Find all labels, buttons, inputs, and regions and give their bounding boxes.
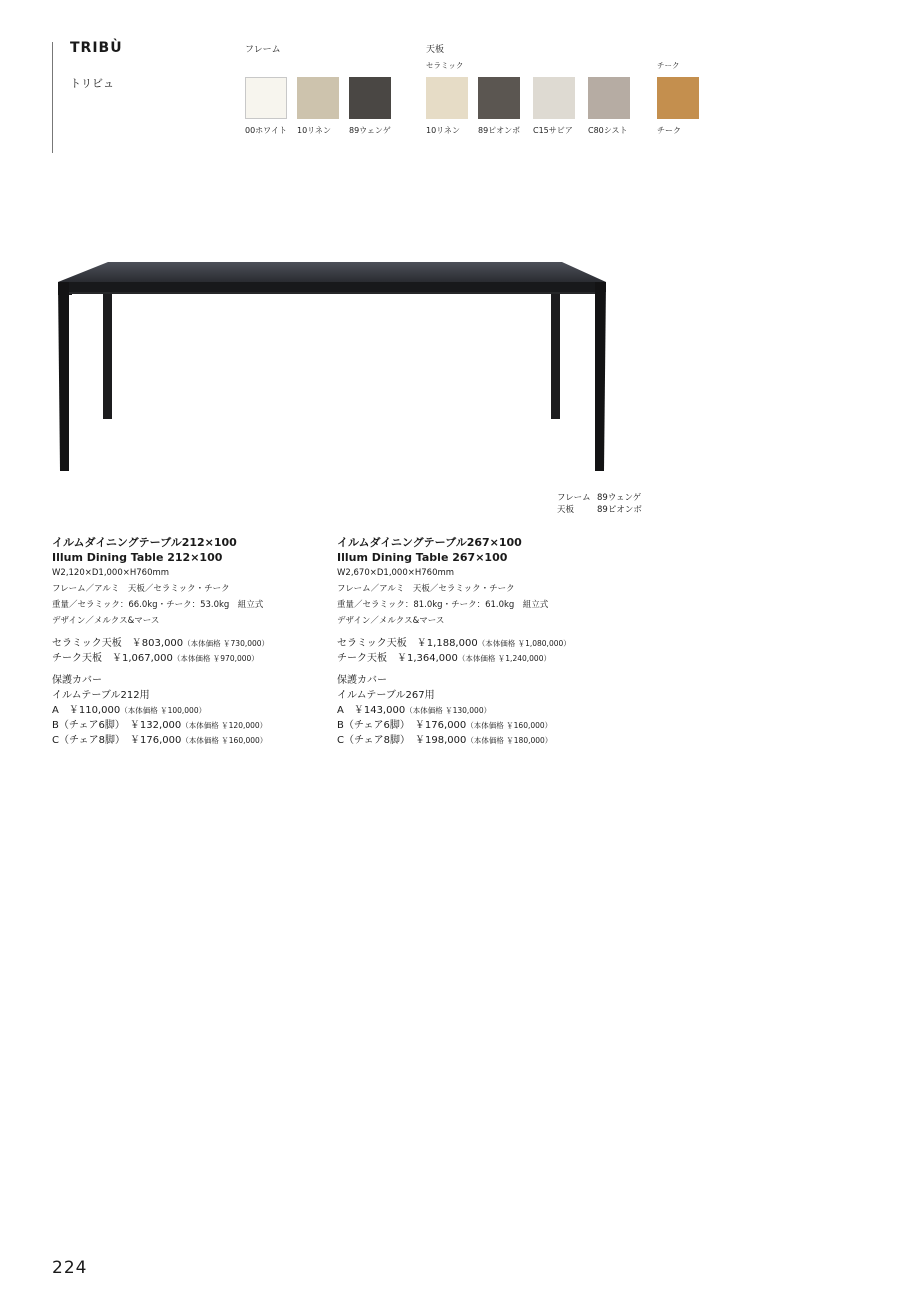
- swatch-ceramic-sabia: [533, 77, 575, 119]
- swatch-label: チーク: [657, 126, 681, 135]
- swatch-label: C15サビア: [533, 126, 573, 135]
- product-dimensions: W2,670×D1,000×H760mm: [337, 568, 455, 578]
- product-materials: フレーム／アルミ 天板／セラミック・チーク: [52, 584, 230, 594]
- cover-price: C（チェア8脚） ￥198,000（本体価格 ￥180,000）: [337, 735, 553, 746]
- swatch-teak: [657, 77, 699, 119]
- product-name-en: Illum Dining Table 212×100: [52, 551, 223, 564]
- swatch-label: 10リネン: [297, 126, 332, 135]
- product-212: [52, 535, 332, 748]
- cover-title: 保護カバー: [52, 675, 102, 686]
- caption-frame-value: 89ウェンゲ: [597, 493, 642, 503]
- product-name-en: Illum Dining Table 267×100: [337, 551, 508, 564]
- ceramic-subheading: セラミック: [426, 61, 464, 70]
- cover-price: A ￥110,000（本体価格 ￥100,000）: [52, 705, 207, 716]
- price-line: チーク天板 ￥1,067,000（本体価格 ￥970,000）: [52, 653, 259, 664]
- brand-kana: トリビュ: [70, 77, 114, 90]
- swatch-frame-white: [245, 77, 287, 119]
- product-materials: フレーム／アルミ 天板／セラミック・チーク: [337, 584, 515, 594]
- swatch-ceramic-linen: [426, 77, 468, 119]
- swatch-frame-linen: [297, 77, 339, 119]
- swatch-ceramic-piombo: [478, 77, 520, 119]
- swatch-ceramic-cisto: [588, 77, 630, 119]
- table-illustration: [50, 255, 615, 480]
- cover-price: B（チェア6脚） ￥176,000（本体価格 ￥160,000）: [337, 720, 553, 731]
- swatch-label: C80シスト: [588, 126, 628, 135]
- swatch-label: 10リネン: [426, 126, 461, 135]
- caption-frame-label: フレーム: [557, 493, 591, 503]
- caption-top-label: 天板: [557, 505, 575, 515]
- teak-subheading: チーク: [657, 61, 680, 70]
- cover-subtitle: イルムテーブル267用: [337, 690, 435, 701]
- caption-top-value: 89ピオンボ: [597, 505, 642, 515]
- product-dimensions: W2,120×D1,000×H760mm: [52, 568, 170, 578]
- swatch-label: 89ウェンゲ: [349, 126, 391, 135]
- product-name-jp: イルムダイニングテーブル212×100: [52, 536, 237, 549]
- product-weight: 重量／セラミック：81.0kg・チーク：61.0kg 組立式: [337, 600, 549, 610]
- cover-price: A ￥143,000（本体価格 ￥130,000）: [337, 705, 492, 716]
- brand-name: TRIBÙ: [70, 40, 123, 56]
- product-design: デザイン／メルクス&マース: [52, 616, 160, 626]
- price-line: チーク天板 ￥1,364,000（本体価格 ￥1,240,000）: [337, 653, 551, 664]
- cover-title: 保護カバー: [337, 675, 387, 686]
- product-design: デザイン／メルクス&マース: [337, 616, 445, 626]
- page-number: 224: [52, 1258, 88, 1278]
- cover-subtitle: イルムテーブル212用: [52, 690, 150, 701]
- product-267: [337, 535, 617, 748]
- cover-price: B（チェア6脚） ￥132,000（本体価格 ￥120,000）: [52, 720, 268, 731]
- top-heading: 天板: [426, 45, 445, 55]
- product-name-jp: イルムダイニングテーブル267×100: [337, 536, 522, 549]
- brand-divider: [52, 42, 53, 153]
- product-weight: 重量／セラミック：66.0kg・チーク：53.0kg 組立式: [52, 600, 264, 610]
- price-line: セラミック天板 ￥1,188,000（本体価格 ￥1,080,000）: [337, 638, 571, 649]
- swatch-frame-wenge: [349, 77, 391, 119]
- swatch-label: 89ピオンボ: [478, 126, 521, 135]
- price-line: セラミック天板 ￥803,000（本体価格 ￥730,000）: [52, 638, 270, 649]
- swatch-label: 00ホワイト: [245, 126, 287, 135]
- illustration-caption: [557, 492, 642, 516]
- cover-price: C（チェア8脚） ￥176,000（本体価格 ￥160,000）: [52, 735, 268, 746]
- frame-heading: フレーム: [245, 45, 281, 55]
